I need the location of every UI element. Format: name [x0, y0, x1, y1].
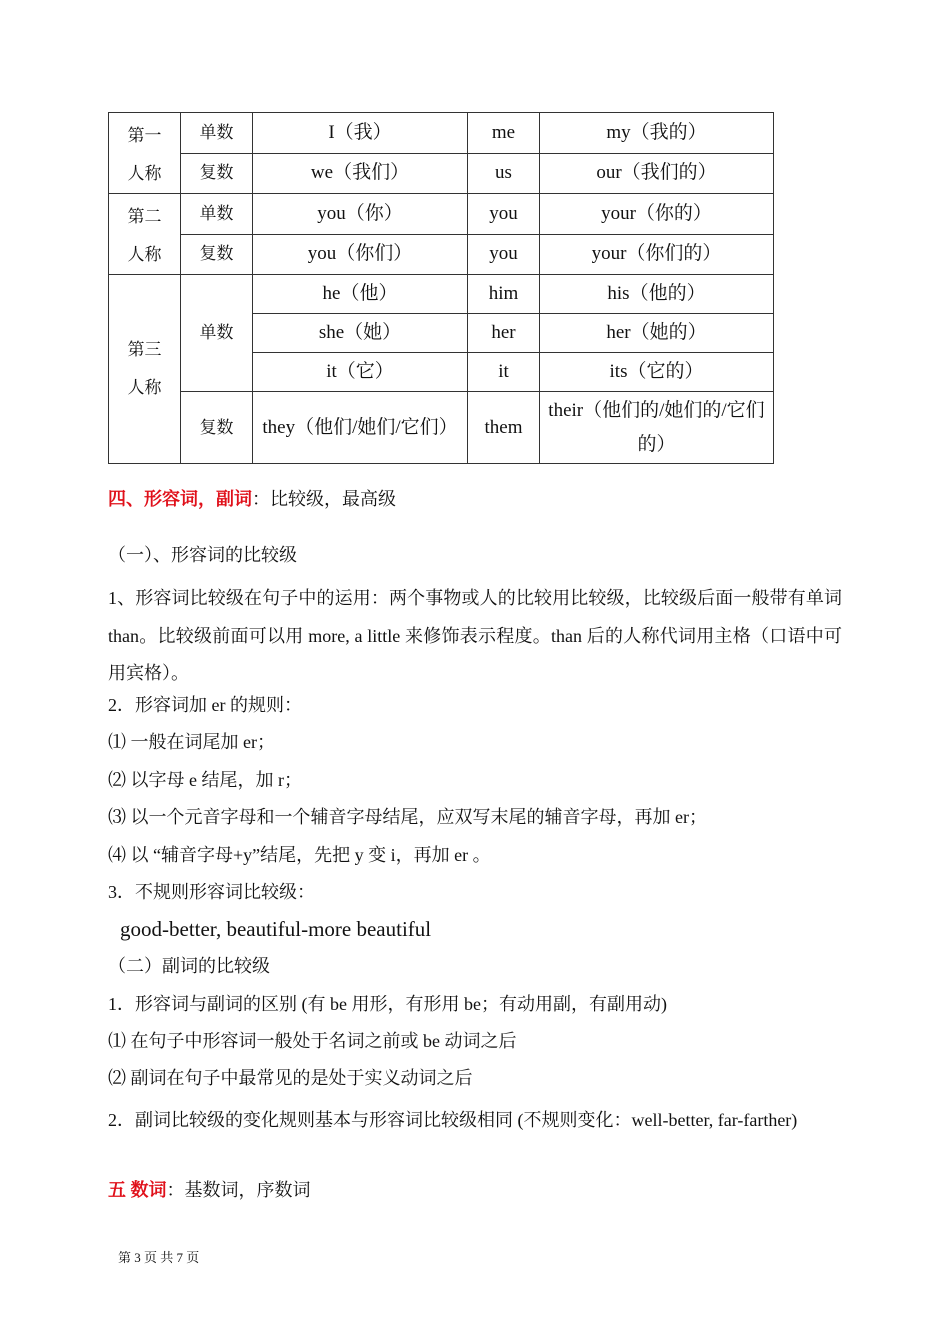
second-person-label [109, 194, 181, 275]
table-row [109, 392, 774, 464]
subject-cell: she（她） [253, 314, 468, 353]
possessive-cell: his（他的） [540, 275, 774, 314]
first-person-label [109, 113, 181, 194]
section-heading [108, 486, 396, 512]
paragraph: 2．形容词加 er 的规则： [108, 695, 302, 715]
singular-label: 单数 [181, 194, 253, 235]
label-line: 人称 [127, 245, 162, 264]
possessive-cell: your（你们的） [540, 234, 774, 275]
paragraph: 2．副词比较级的变化规则基本与形容词比较级相同 (不规则变化：well-better, far-farther) [108, 1110, 798, 1130]
rule-item: ⑶ 以一个元音字母和一个辅音字母结尾，应双写末尾的辅音字母，再加 er； [108, 807, 707, 827]
possessive-cell: their（他们的/她们的/它们的） [540, 392, 774, 464]
object-cell: it [468, 353, 540, 392]
subject-cell: I（我） [253, 113, 468, 154]
object-cell: you [468, 194, 540, 235]
subject-cell: it（它） [253, 353, 468, 392]
paragraph: 1、形容词比较级在句子中的运用：两个事物或人的比较用比较级，比较级后面一般带有单词 than。比较级前面可以用 more, a little 来修饰表示程度。than 后的人称代词用主格（口语中可用宾格）。 [108, 588, 842, 683]
section-subtitle: ：比较级，最高级 [252, 489, 396, 509]
singular-label: 单数 [181, 275, 253, 392]
object-cell: us [468, 153, 540, 194]
rule-item: ⑴ 在句子中形容词一般处于名词之前或 be 动词之后 [108, 1031, 517, 1051]
section-subtitle: ：基数词，序数词 [166, 1180, 311, 1200]
table-row [109, 275, 774, 314]
table-row [109, 113, 774, 154]
paragraph: 3．不规则形容词比较级： [108, 882, 315, 902]
paragraph: 1．形容词与副词的区别 (有 be 用形，有形用 be；有动用副，有副用动) [108, 994, 667, 1014]
singular-label: 单数 [181, 113, 253, 154]
subject-cell: he（他） [253, 275, 468, 314]
subject-cell: you（你） [253, 194, 468, 235]
label-line: 第三 [127, 340, 162, 359]
object-cell: him [468, 275, 540, 314]
possessive-cell: your（你的） [540, 194, 774, 235]
object-cell: you [468, 234, 540, 275]
subject-cell: you（你们） [253, 234, 468, 275]
label-line: 第二 [127, 207, 162, 226]
example-line: good-better, beautiful-more beautiful [120, 917, 432, 941]
label-line: 第一 [127, 126, 162, 145]
object-cell: her [468, 314, 540, 353]
table-row [109, 234, 774, 275]
possessive-cell: my（我的） [540, 113, 774, 154]
subject-cell: they（他们/她们/它们） [253, 392, 468, 464]
pronoun-table [108, 112, 774, 464]
rule-item: ⑷ 以 “辅音字母+y”结尾，先把 y 变 i，再加 er 。 [108, 845, 491, 865]
plural-label: 复数 [181, 234, 253, 275]
section-title: 五 数词 [108, 1180, 167, 1200]
section-heading [108, 1177, 311, 1203]
page-footer: 第 3 页 共 7 页 [118, 1250, 200, 1265]
third-person-label [109, 275, 181, 464]
rule-item: ⑵ 副词在句子中最常见的是处于实义动词之后 [108, 1068, 473, 1088]
label-line: 人称 [127, 164, 162, 183]
object-cell: me [468, 113, 540, 154]
object-cell: them [468, 392, 540, 464]
possessive-cell: her（她的） [540, 314, 774, 353]
possessive-cell: its（它的） [540, 353, 774, 392]
subheading: （二）副词的比较级 [108, 956, 270, 976]
plural-label: 复数 [181, 153, 253, 194]
section-title: 四、形容词，副词 [108, 489, 252, 509]
rule-item: ⑴ 一般在词尾加 er； [108, 732, 275, 752]
possessive-cell: our（我们的） [540, 153, 774, 194]
plural-label: 复数 [181, 392, 253, 464]
rule-item: ⑵ 以字母 e 结尾，加 r； [108, 770, 302, 790]
subheading: （一）、形容词的比较级 [108, 545, 297, 565]
subject-cell: we（我们） [253, 153, 468, 194]
table-row [109, 153, 774, 194]
label-line: 人称 [127, 378, 162, 397]
table-row [109, 194, 774, 235]
